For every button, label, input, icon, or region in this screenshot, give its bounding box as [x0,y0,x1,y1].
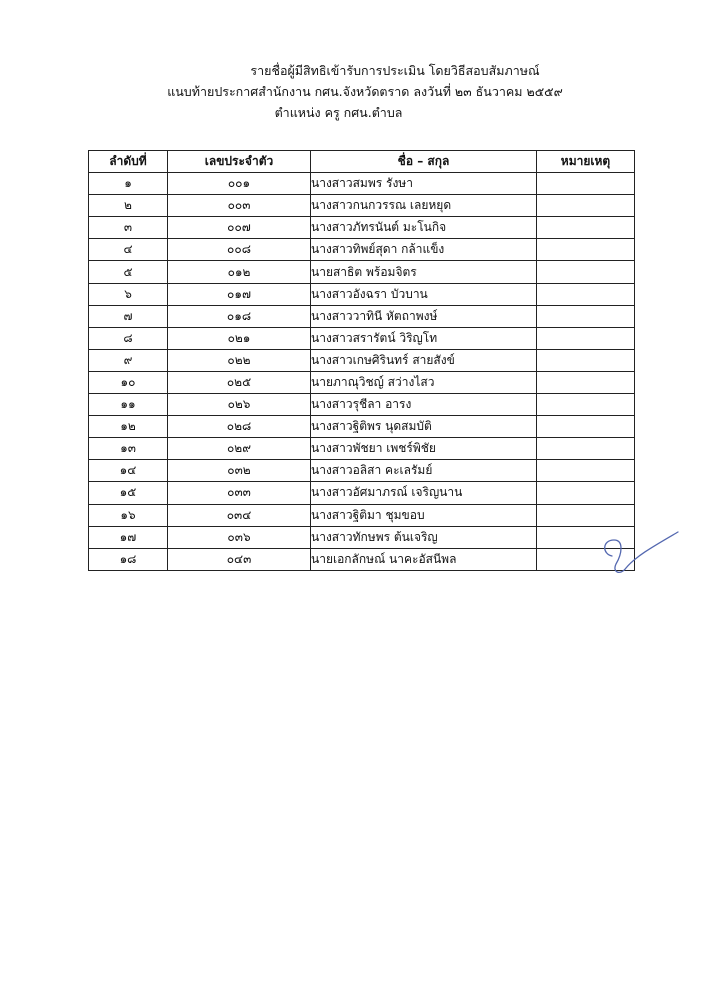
row-name: นางสาวอลิสา คะเลรัมย์ [311,460,537,482]
row-order: ๕ [89,261,168,283]
row-name: นางสาวฐิติพร นุดสมบัติ [311,416,537,438]
row-order: ๓ [89,217,168,239]
row-order: ๑๘ [89,548,168,570]
row-order: ๑๑ [89,394,168,416]
row-id: ๐๓๔ [168,504,311,526]
row-note [537,173,635,195]
row-id: ๐๐๗ [168,217,311,239]
signature-mark [592,524,682,592]
row-name: นางสาวอัศมาภรณ์ เจริญนาน [311,482,537,504]
table-row [89,416,635,438]
row-order: ๑๖ [89,504,168,526]
row-note [537,305,635,327]
row-note [537,504,635,526]
row-note [537,460,635,482]
row-name: นางสาวฐิติมา ชุมขอบ [311,504,537,526]
row-id: ๐๒๒ [168,349,311,371]
row-name: นางสาววาทินี หัตถาพงษ์ [311,305,537,327]
row-order: ๑๐ [89,371,168,393]
row-id: ๐๐๘ [168,239,311,261]
table-row [89,195,635,217]
row-note [537,327,635,349]
column-header-id: เลขประจำตัว [168,151,311,173]
table-row [89,504,635,526]
row-order: ๑๗ [89,526,168,548]
row-name: นางสาวทักษพร ต้นเจริญ [311,526,537,548]
table-row [89,283,635,305]
row-name: นายเอกลักษณ์ นาคะอัสนีพล [311,548,537,570]
row-id: ๐๒๘ [168,416,311,438]
row-name: นางสาวทิพย์สุดา กล้าแข็ง [311,239,537,261]
row-id: ๐๑๗ [168,283,311,305]
row-name: นางสาวเกษศิรินทร์ สายสังข์ [311,349,537,371]
document-title: รายชื่อผู้มีสิทธิเข้ารับการประเมิน โดยวิธีสอบสัมภาษณ์ [250,63,540,78]
row-order: ๒ [89,195,168,217]
candidate-table [88,150,635,571]
table-row [89,371,635,393]
row-id: ๐๑๒ [168,261,311,283]
table-row [89,548,635,570]
row-note [537,394,635,416]
row-name: นางสาวสรารัตน์ วิริญโท [311,327,537,349]
table-row [89,217,635,239]
row-id: ๐๓๓ [168,482,311,504]
column-header-name: ชื่อ – สกุล [311,151,537,173]
column-header-order: ลำดับที่ [89,151,168,173]
row-order: ๙ [89,349,168,371]
row-name: นางสาวภัทรนันต์ มะโนกิจ [311,217,537,239]
signature-stroke [605,532,678,572]
table-body [89,173,635,571]
table-row [89,239,635,261]
row-id: ๐๒๖ [168,394,311,416]
row-id: ๐๒๑ [168,327,311,349]
row-note [537,371,635,393]
row-note [537,217,635,239]
table-row [89,526,635,548]
table-row [89,482,635,504]
row-name: นางสาวรุชีลา อารง [311,394,537,416]
row-id: ๐๓๖ [168,526,311,548]
row-note [537,283,635,305]
row-note [537,482,635,504]
document-header [0,60,705,123]
row-order: ๔ [89,239,168,261]
document-subtitle: แนบท้ายประกาศสำนักงาน กศน.จังหวัดตราด ลงวันที่ ๒๓ ธันวาคม ๒๕๕๙ [167,84,563,99]
row-order: ๖ [89,283,168,305]
row-id: ๐๑๘ [168,305,311,327]
row-id: ๐๓๒ [168,460,311,482]
row-order: ๑๔ [89,460,168,482]
table-row [89,261,635,283]
row-order: ๘ [89,327,168,349]
table-header-row [89,151,635,173]
table-row [89,438,635,460]
row-name: นางสาวพัชยา เพชร์พิชัย [311,438,537,460]
row-note [537,239,635,261]
row-note [537,438,635,460]
row-name: นายสาธิต พร้อมจิตร [311,261,537,283]
row-order: ๑๕ [89,482,168,504]
row-name: นายภาณุวิชญ์ สว่างไสว [311,371,537,393]
table-row [89,327,635,349]
row-order: ๑๒ [89,416,168,438]
row-name: นางสาวอังฉรา บัวบาน [311,283,537,305]
row-note [537,349,635,371]
row-note [537,416,635,438]
table-row [89,349,635,371]
table-row [89,394,635,416]
row-order: ๑๓ [89,438,168,460]
row-id: ๐๔๓ [168,548,311,570]
row-id: ๐๒๙ [168,438,311,460]
table-row [89,173,635,195]
row-note [537,261,635,283]
row-id: ๐๐๑ [168,173,311,195]
position-line: ตำแหน่ง ครู กศน.ตำบล [274,105,403,120]
row-order: ๑ [89,173,168,195]
column-header-note: หมายเหตุ [537,151,635,173]
row-id: ๐๒๕ [168,371,311,393]
row-note [537,195,635,217]
row-id: ๐๐๓ [168,195,311,217]
row-order: ๗ [89,305,168,327]
table-row [89,460,635,482]
table-row [89,305,635,327]
row-name: นางสาวสมพร รังษา [311,173,537,195]
row-name: นางสาวกนกวรรณ เลยหยุด [311,195,537,217]
